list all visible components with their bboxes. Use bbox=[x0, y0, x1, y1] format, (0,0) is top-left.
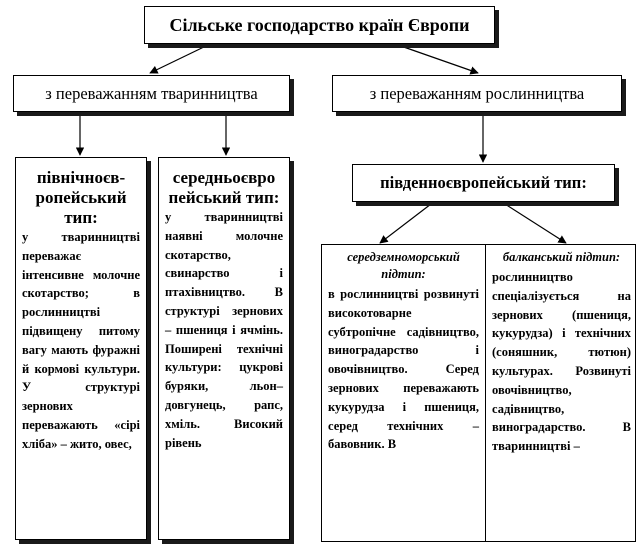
central-type-box bbox=[158, 157, 290, 540]
crop-category-label: з переважанням рослинництва bbox=[369, 83, 585, 103]
central-type-text: у тваринництві наявні молочне скотарство, свинарство і птахівництво. В структурі зернових – пшениця і ячмінь. Поширені технічні культури: цукрові буряки, льон–довгунець, рапс, хміль. Високий рівень bbox=[165, 210, 283, 450]
mediterranean-subtype bbox=[322, 245, 486, 541]
balkan-subtype bbox=[486, 245, 636, 541]
diagram-title: Сільське господарство країн Європи bbox=[169, 14, 470, 35]
mediterranean-subtype-text: в рослинництві розвинуті високотоварне субтропічне садівництво, виноградарство і овочівництво. Серед зернових переважають кукурудза і пшениця, серед технічних – бавовник. В bbox=[328, 287, 479, 452]
balkan-subtype-text: рослинництво спеціалізується на зернових (пшениця, кукурудза) і технічних (соняшник, тютюн) культурах. Розвинуті овочівництво, садівництво, виноградарство. В тваринництві – bbox=[492, 270, 631, 454]
subtypes-container bbox=[321, 244, 636, 542]
central-type-title: середньоєвро пейський тип: bbox=[168, 168, 280, 207]
arrow-south-to-balkan bbox=[505, 204, 566, 243]
livestock-category-box bbox=[13, 75, 290, 112]
south-type-box bbox=[352, 164, 615, 202]
arrow-title-to-crop bbox=[398, 45, 478, 73]
north-type-box bbox=[15, 157, 147, 540]
arrow-title-to-livestock bbox=[150, 45, 208, 73]
diagram-title-box bbox=[144, 6, 495, 44]
mediterranean-subtype-title: середземноморський підтип: bbox=[347, 250, 460, 281]
balkan-subtype-title: балканський підтип: bbox=[502, 250, 621, 264]
north-type-text: у тваринництві переважає інтенсивне молочне скотарство; в рослинництві підвищену питому вагу мають фуражні й кормові культури. У структурі зернових переважають «сірі хліба» – жито, овес, bbox=[22, 230, 140, 451]
arrow-south-to-mediterranean bbox=[380, 204, 431, 243]
livestock-category-label: з переважанням тваринництва bbox=[45, 83, 258, 103]
south-type-title: південноєвропейський тип: bbox=[380, 173, 587, 192]
crop-category-box bbox=[332, 75, 622, 112]
north-type-title: північноєв-ропейський тип: bbox=[35, 168, 127, 227]
